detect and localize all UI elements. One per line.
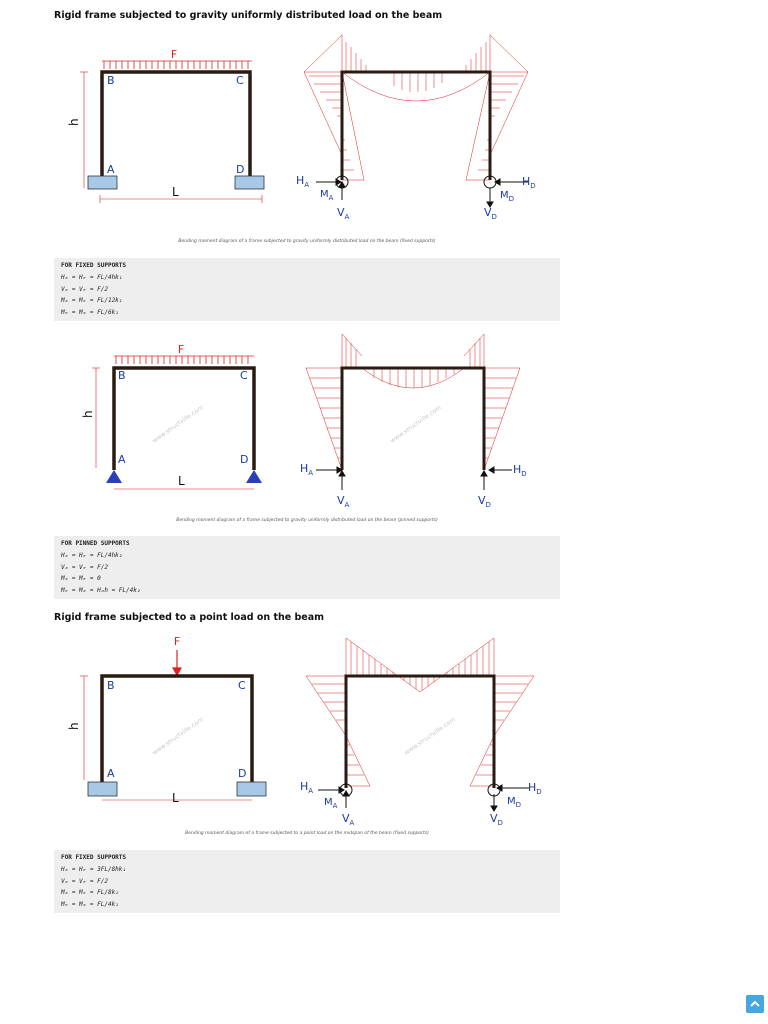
- frame: [102, 72, 250, 178]
- chevron-up-icon: [746, 995, 764, 1013]
- height-label: h: [67, 722, 81, 730]
- vd-label: $V_D$: [490, 812, 503, 827]
- formula-line: Mₑ = Mₐ = Hₐh = FL/4k₂: [61, 586, 141, 594]
- formula-title: FOR PINNED SUPPORTS: [61, 540, 130, 547]
- vd-label: $V_D$: [478, 494, 491, 509]
- formula-line: Vₐ = Vₑ = F/2: [61, 877, 108, 885]
- formula-line: Hₐ = Hₑ = FL/4hk₁: [61, 274, 123, 281]
- va-label: $V_A$: [342, 812, 355, 827]
- ha-label: $H_A$: [300, 780, 314, 795]
- va-label: $V_A$: [337, 494, 350, 509]
- ha-label: $H_A$: [296, 174, 310, 189]
- node-d-label: D: [240, 453, 249, 466]
- node-c-label: C: [236, 74, 244, 87]
- node-b-label: B: [107, 74, 115, 87]
- formula-title: FOR FIXED SUPPORTS: [61, 854, 127, 861]
- md-label: $M_D$: [507, 796, 522, 809]
- watermark: www.structville.com: [151, 716, 205, 757]
- formula-line: Vₐ = Vₑ = F/2: [61, 563, 108, 571]
- figure-point-load-fixed: [54, 630, 560, 830]
- bending-moment-diagram: [306, 334, 520, 470]
- formula-title: FOR FIXED SUPPORTS: [61, 262, 127, 269]
- span-label: L: [172, 791, 179, 805]
- md-label: $M_D$: [500, 190, 515, 203]
- formula-line: Hₐ = Hₑ = 3FL/8hk₁: [61, 866, 127, 873]
- fixed-support-a: [88, 782, 117, 796]
- node-c-label: C: [238, 679, 246, 692]
- formula-box: [54, 536, 560, 599]
- figure-caption: Bending moment diagram of a frame subjected to gravity uniformly distributed load on the beam (fixed supports): [178, 239, 436, 244]
- node-b-label: B: [118, 369, 126, 382]
- node-c-label: C: [240, 369, 248, 382]
- formula-line: Mₐ = Mₑ = 0: [61, 575, 101, 582]
- formula-line: Mₑ = Mₐ = FL/4k₁: [61, 900, 119, 908]
- load-label: F: [173, 635, 181, 648]
- span-label: L: [178, 474, 185, 488]
- figure-caption: Bending moment diagram of a frame subjected to a point load on the midspan of the beam (fixed supports): [185, 831, 429, 836]
- fixed-support-a: [88, 176, 117, 189]
- height-label: h: [81, 410, 95, 418]
- formula-line: Hₐ = Hₑ = FL/4hk₂: [61, 552, 123, 559]
- ma-label: $M_A$: [320, 189, 334, 202]
- figure-udl-fixed: [54, 30, 560, 235]
- formula-box: [54, 850, 560, 913]
- node-d-label: D: [236, 163, 245, 176]
- watermark: www.structville.com: [389, 404, 443, 445]
- fixed-support-d: [235, 176, 264, 189]
- node-a-label: A: [107, 767, 115, 780]
- section-heading-point-load: Rigid frame subjected to a point load on the beam: [54, 612, 325, 623]
- bending-moment-diagram: [304, 35, 528, 180]
- watermark: www.structville.com: [403, 716, 457, 757]
- node-d-label: D: [238, 767, 247, 780]
- va-label: $V_A$: [337, 206, 350, 221]
- span-label: L: [172, 185, 179, 199]
- load-label: F: [177, 343, 185, 356]
- fixed-support-d: [237, 782, 266, 796]
- hd-label: $H_D$: [513, 463, 527, 478]
- watermark: www.structville.com: [151, 404, 205, 445]
- node-a-label: A: [107, 163, 115, 176]
- vd-label: $V_D$: [484, 206, 497, 221]
- pinned-support-d: [246, 470, 262, 483]
- point-load-arrow: [173, 650, 181, 675]
- formula-line: Mₑ = Mₐ = FL/6k₁: [61, 308, 119, 316]
- load-label: F: [170, 48, 178, 61]
- pinned-support-a: [106, 470, 122, 483]
- node-b-label: B: [107, 679, 115, 692]
- hd-label: $H_D$: [528, 781, 542, 796]
- figure-udl-pinned: [54, 328, 560, 513]
- scroll-to-top-button[interactable]: [746, 995, 764, 1013]
- formula-line: Vₐ = Vₑ = F/2: [61, 285, 108, 293]
- figure-caption: Bending moment diagram of a frame subjected to gravity uniformly distributed load on the beam (pinned supports): [176, 518, 438, 523]
- section-heading-udl: Rigid frame subjected to gravity uniformly distributed load on the beam: [54, 10, 443, 21]
- distributed-load: [102, 61, 252, 69]
- height-label: h: [67, 118, 81, 126]
- formula-box: [54, 258, 560, 321]
- node-a-label: A: [118, 453, 126, 466]
- bending-moment-diagram: [306, 638, 534, 788]
- formula-line: Mₐ = Mₑ = FL/12k₁: [61, 297, 123, 304]
- ha-label: $H_A$: [300, 462, 314, 477]
- formula-line: Mₐ = Mₑ = FL/8k₁: [61, 889, 119, 896]
- hd-label: $H_D$: [522, 175, 536, 190]
- ma-label: $M_A$: [324, 797, 338, 810]
